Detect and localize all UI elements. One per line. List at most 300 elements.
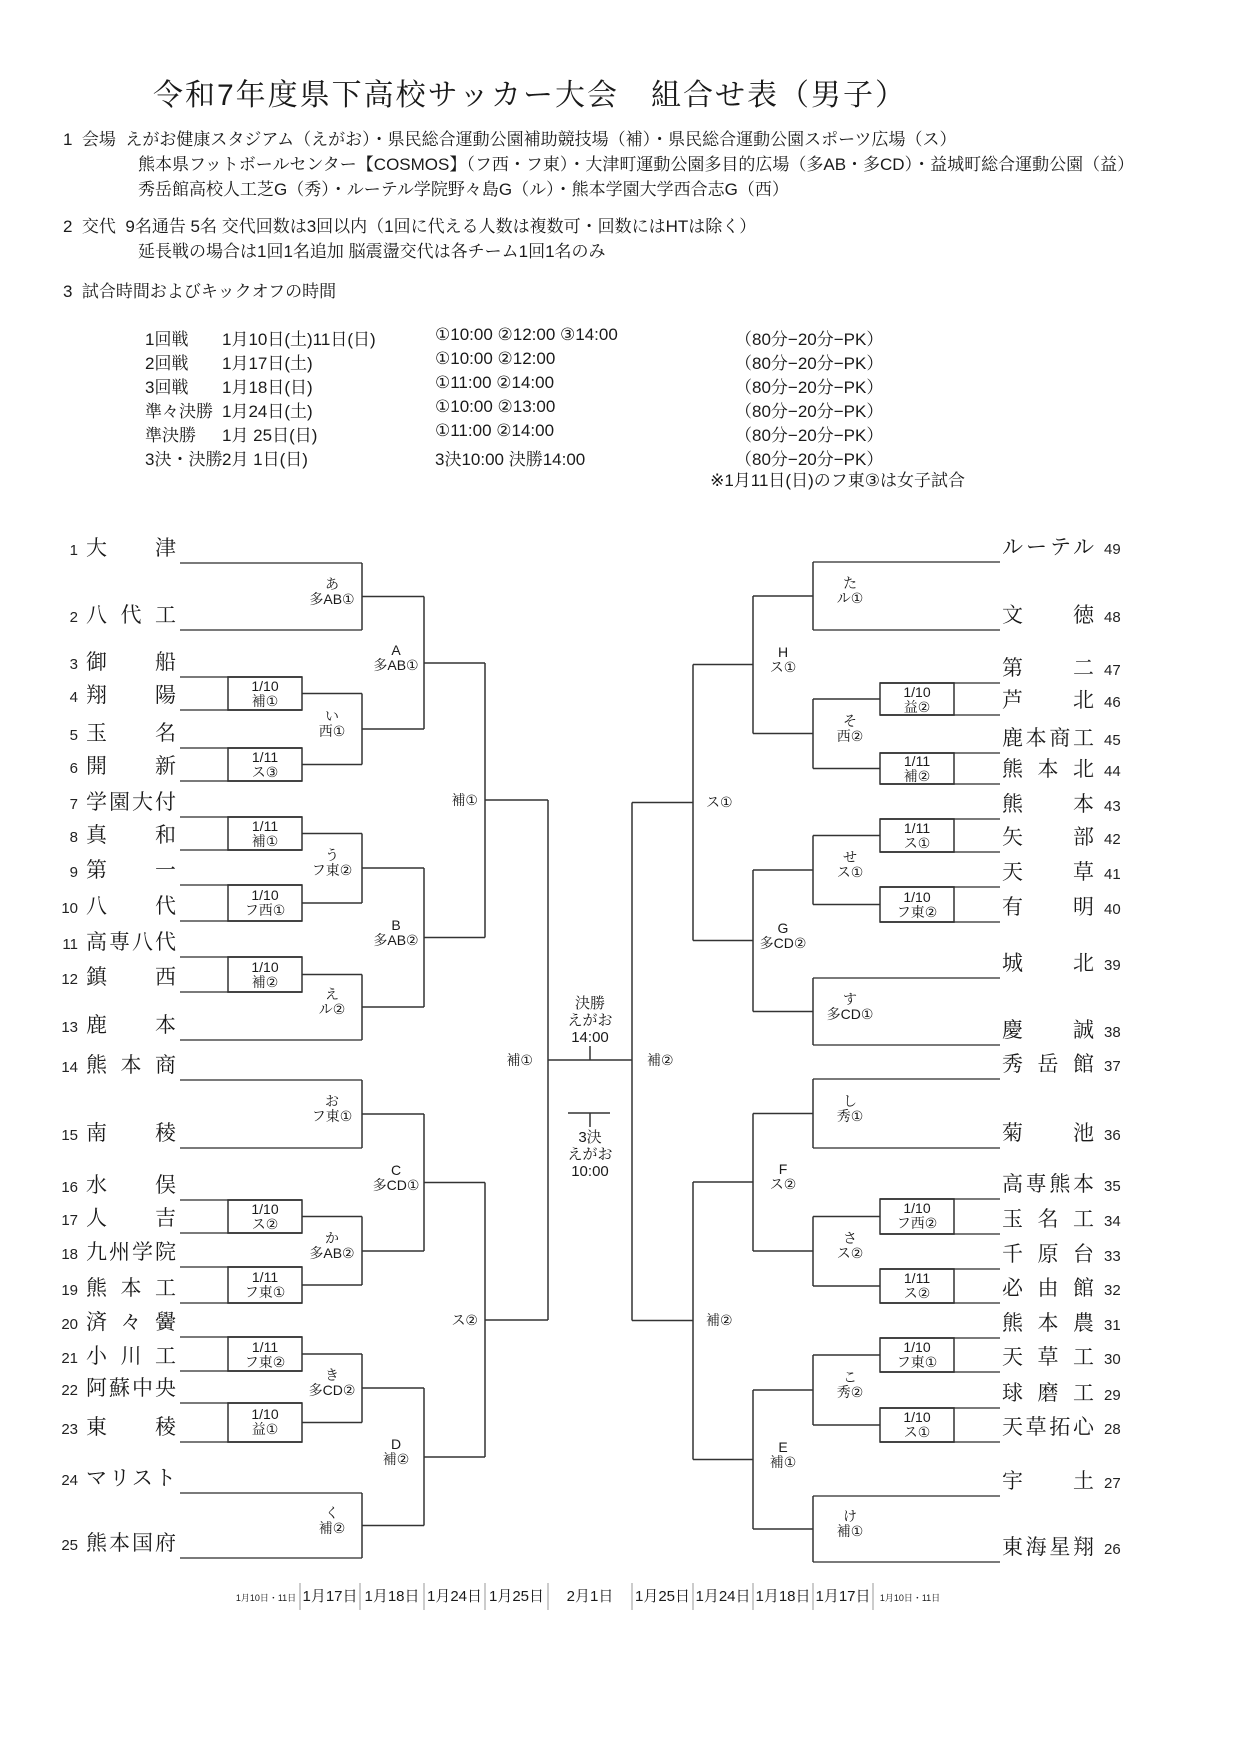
match-label-r2	[820, 992, 880, 1022]
match-venue: 補①	[251, 833, 279, 849]
team-seed: 5	[69, 727, 78, 744]
team-name: 八代	[86, 895, 176, 918]
schedule-duration: （80分−20分−PK）	[735, 450, 884, 469]
match-date: 1/11	[903, 1270, 931, 1286]
schedule-remark: ※1月11日(日)のフ東③は女子試合	[710, 471, 965, 490]
team-seed: 44	[1104, 763, 1121, 780]
team-row	[52, 536, 176, 562]
team-seed: 21	[61, 1350, 78, 1367]
team-name: 芦北	[1002, 689, 1094, 712]
team-row	[52, 823, 176, 849]
match-label-r2	[820, 1231, 880, 1261]
match-label-r1	[228, 960, 302, 990]
team-seed: 28	[1104, 1421, 1121, 1438]
match-kana: え	[325, 986, 339, 1002]
schedule-round: 3回戦	[145, 378, 189, 397]
team-name: 御船	[86, 651, 176, 674]
team-seed: 42	[1104, 831, 1121, 848]
team-name: 九州学院	[86, 1241, 176, 1264]
team-row	[52, 894, 176, 920]
team-seed: 17	[61, 1212, 78, 1229]
team-row	[52, 650, 176, 676]
team-name: 鎮西	[86, 966, 176, 989]
team-row	[1002, 1172, 1132, 1198]
team-seed: 36	[1104, 1127, 1121, 1144]
team-name: 熊本工	[86, 1277, 176, 1300]
team-row	[52, 1531, 176, 1557]
match-date: 1/10	[251, 887, 279, 903]
schedule-date: 1月18日(日)	[222, 378, 313, 397]
team-row	[1002, 860, 1132, 886]
page-title: 令和7年度県下高校サッカー大会 組合せ表（男子）	[152, 79, 908, 112]
match-venue: 多AB①	[309, 591, 355, 607]
team-row	[52, 1206, 176, 1232]
quarterfinal-venue: 補②	[706, 1312, 733, 1328]
semifinal-venue: 補②	[647, 1052, 674, 1068]
team-row	[1002, 1469, 1132, 1495]
match-kana: あ	[325, 576, 339, 592]
team-seed: 22	[61, 1382, 78, 1399]
match-label-r3	[756, 921, 810, 951]
team-name: 秀岳館	[1002, 1053, 1094, 1076]
team-row	[52, 1415, 176, 1441]
note-label: 交代	[81, 217, 116, 236]
match-kana: す	[843, 991, 857, 1007]
date-axis-label: 1月18日	[755, 1588, 811, 1605]
note-text: えがお健康スタジアム（えがお）・県民総合運動公園補助競技場（補）・県民総合運動公園スポーツ広場（ス）	[125, 130, 957, 149]
date-axis-label: 1月10日・11日	[879, 1593, 941, 1603]
team-name: 熊本	[1002, 793, 1094, 816]
match-venue: 多AB②	[373, 932, 419, 948]
match-letter: G	[777, 920, 789, 936]
schedule-date: 1月10日(土)11日(日)	[222, 330, 376, 349]
team-seed: 43	[1104, 798, 1121, 815]
match-venue: フ西②	[896, 1215, 938, 1231]
match-date: 1/11	[251, 749, 279, 765]
match-venue: 秀②	[836, 1384, 864, 1400]
match-label-r2	[820, 1094, 880, 1124]
match-venue: 補②	[903, 768, 931, 784]
note-venues-line2: 熊本県フットボールセンター【COSMOS】（フ西・フ東）・大津町運動公園多目的広場（多AB・多CD）・益城町総合運動公園（益）	[138, 155, 1135, 174]
schedule-times: ①11:00 ②14:00	[435, 421, 555, 440]
match-kana: せ	[843, 849, 857, 865]
match-letter: H	[777, 644, 789, 660]
team-seed: 45	[1104, 732, 1121, 749]
team-name: 小川工	[86, 1345, 176, 1368]
third-venue: えがお	[567, 1146, 613, 1163]
semifinal-venue: 補①	[506, 1052, 533, 1068]
date-axis-label: 1月17日	[302, 1588, 358, 1605]
team-seed: 40	[1104, 901, 1121, 918]
match-date: 1/10	[903, 1200, 931, 1216]
date-axis-label: 1月25日	[634, 1588, 691, 1605]
match-label-r2	[820, 1509, 880, 1539]
team-name: 城北	[1002, 952, 1094, 975]
match-label-r3	[369, 1437, 423, 1467]
match-kana: そ	[843, 713, 857, 729]
team-seed: 49	[1104, 541, 1121, 558]
team-row	[1002, 1311, 1132, 1337]
match-date: 1/11	[903, 820, 931, 836]
date-axis-label: 1月10日・11日	[235, 1593, 297, 1603]
match-venue: フ東①	[311, 1108, 353, 1124]
match-date: 1/11	[251, 1269, 279, 1285]
match-date: 1/10	[903, 1409, 931, 1425]
match-label-r2	[303, 709, 361, 739]
match-kana: け	[843, 1508, 857, 1524]
team-name: 熊本北	[1002, 758, 1094, 781]
schedule-times: ①10:00 ②12:00 ③14:00	[435, 325, 618, 344]
team-name: 東稜	[86, 1416, 176, 1439]
team-seed: 25	[61, 1537, 78, 1554]
match-date: 1/10	[903, 1339, 931, 1355]
schedule-duration: （80分−20分−PK）	[735, 330, 884, 349]
schedule-row	[0, 373, 1241, 397]
final-label	[548, 995, 632, 1046]
schedule-times: ①10:00 ②13:00	[435, 397, 556, 416]
note-schedule	[63, 280, 336, 304]
schedule-date: 1月 25日(日)	[222, 426, 318, 445]
match-venue: 補①	[769, 1454, 797, 1470]
team-seed: 10	[61, 900, 78, 917]
team-row	[52, 965, 176, 991]
team-seed: 46	[1104, 694, 1121, 711]
team-row	[1002, 825, 1132, 851]
team-name: 南稜	[86, 1122, 176, 1145]
team-name: 高専熊本	[1002, 1173, 1094, 1196]
third-place-label	[548, 1129, 632, 1180]
team-row	[52, 1376, 176, 1402]
team-row	[1002, 1381, 1132, 1407]
team-row	[1002, 1018, 1132, 1044]
note-number: 1	[63, 130, 73, 149]
match-label-r1	[880, 890, 954, 920]
team-seed: 37	[1104, 1058, 1121, 1075]
match-venue: 多CD①	[372, 1177, 420, 1193]
team-row	[1002, 535, 1132, 561]
match-letter: B	[391, 917, 401, 933]
team-seed: 12	[61, 971, 78, 988]
team-seed: 48	[1104, 609, 1121, 626]
team-row	[1002, 1052, 1132, 1078]
date-axis-label: 1月24日	[695, 1588, 751, 1605]
match-label-r2	[820, 576, 880, 606]
team-seed: 29	[1104, 1387, 1121, 1404]
team-name: 熊本商	[86, 1054, 176, 1077]
match-label-r2	[820, 714, 880, 744]
match-kana: し	[843, 1093, 857, 1109]
team-seed: 24	[61, 1472, 78, 1489]
match-letter: D	[390, 1436, 402, 1452]
schedule-duration: （80分−20分−PK）	[735, 354, 884, 373]
team-row	[1002, 951, 1132, 977]
match-date: 1/10	[251, 678, 279, 694]
match-label-r1	[228, 1340, 302, 1370]
match-label-r1	[228, 1407, 302, 1437]
note-venues	[63, 128, 957, 152]
match-label-r2	[303, 1368, 361, 1398]
team-name: 八代工	[86, 604, 176, 627]
match-venue: 補②	[318, 1520, 346, 1536]
match-label-r3	[369, 643, 423, 673]
team-row	[1002, 1276, 1132, 1302]
team-seed: 26	[1104, 1541, 1121, 1558]
team-row	[1002, 1345, 1132, 1371]
date-axis-label: 1月24日	[426, 1588, 483, 1605]
match-label-r3	[369, 1163, 423, 1193]
schedule-row	[0, 349, 1241, 373]
note-substitution	[63, 215, 756, 239]
team-seed: 13	[61, 1019, 78, 1036]
team-row	[52, 1240, 176, 1266]
schedule-times: ①11:00 ②14:00	[435, 373, 555, 392]
match-label-r1	[880, 1340, 954, 1370]
note-substitution-line2: 延長戦の場合は1回1名追加 脳震盪交代は各チーム1回1名のみ	[138, 242, 606, 261]
team-row	[1002, 1415, 1132, 1441]
schedule-date: 2月 1日(日)	[222, 450, 308, 469]
team-name: 開新	[86, 755, 176, 778]
schedule-round: 準決勝	[145, 426, 196, 445]
match-kana: く	[325, 1505, 339, 1521]
schedule-round: 2回戦	[145, 354, 189, 373]
team-seed: 2	[69, 609, 78, 626]
match-venue: 多CD①	[826, 1006, 874, 1022]
date-axis-label: 2月1日	[566, 1588, 614, 1605]
schedule-date: 1月17日(土)	[222, 354, 313, 373]
team-row	[52, 1310, 176, 1336]
team-row	[52, 754, 176, 780]
match-date: 1/10	[251, 959, 279, 975]
match-date: 1/11	[903, 753, 931, 769]
match-label-r1	[228, 888, 302, 918]
team-name: 天草拓心	[1002, 1416, 1094, 1439]
note-venues-line3: 秀岳館高校人工芝G（秀）・ルーテル学院野々島G（ル）・熊本学園大学西合志G（西）	[138, 180, 789, 199]
match-label-r2	[303, 848, 361, 878]
team-seed: 47	[1104, 662, 1121, 679]
team-row	[52, 858, 176, 884]
match-date: 1/10	[251, 1406, 279, 1422]
team-seed: 1	[69, 542, 78, 559]
team-seed: 11	[62, 936, 78, 953]
match-venue: フ東②	[311, 862, 353, 878]
match-venue: 西①	[318, 723, 346, 739]
team-seed: 16	[61, 1179, 78, 1196]
match-label-r3	[756, 1162, 810, 1192]
team-seed: 30	[1104, 1351, 1121, 1368]
date-axis-label: 1月25日	[488, 1588, 545, 1605]
team-name: 人吉	[86, 1207, 176, 1230]
match-venue: 秀①	[836, 1108, 864, 1124]
match-venue: 益②	[903, 699, 931, 715]
team-name: 熊本国府	[86, 1532, 176, 1555]
quarterfinal-venue: 補①	[451, 792, 478, 808]
team-name: 天草	[1002, 861, 1094, 884]
match-kana: こ	[843, 1369, 857, 1385]
match-kana: う	[325, 847, 339, 863]
note-number: 2	[63, 217, 73, 236]
team-row	[52, 1344, 176, 1370]
match-venue: ス③	[251, 764, 279, 780]
team-seed: 35	[1104, 1178, 1121, 1195]
match-kana: か	[325, 1230, 339, 1246]
match-letter: A	[391, 642, 401, 658]
team-row	[52, 1121, 176, 1147]
team-seed: 4	[69, 689, 78, 706]
team-name: 慶誠	[1002, 1019, 1094, 1042]
team-name: 天草工	[1002, 1346, 1094, 1369]
final-venue: えがお	[567, 1012, 613, 1029]
match-kana: い	[325, 708, 339, 724]
team-name: 学園大付	[86, 791, 176, 814]
match-venue: ル②	[318, 1001, 346, 1017]
team-name: 済々黌	[86, 1311, 176, 1334]
team-name: 有明	[1002, 896, 1094, 919]
team-seed: 7	[69, 796, 78, 813]
match-label-r1	[228, 819, 302, 849]
match-label-r1	[880, 821, 954, 851]
team-seed: 6	[69, 760, 78, 777]
team-name: 鹿本商工	[1002, 727, 1094, 750]
match-label-r2	[303, 1094, 361, 1124]
schedule-round: 準々決勝	[145, 402, 213, 421]
team-row	[52, 721, 176, 747]
schedule-duration: （80分−20分−PK）	[735, 426, 884, 445]
date-axis-label: 1月18日	[364, 1588, 420, 1605]
team-row	[52, 683, 176, 709]
team-seed: 41	[1104, 866, 1121, 883]
match-date: 1/11	[251, 1339, 279, 1355]
team-name: 千原台	[1002, 1243, 1094, 1266]
schedule-row	[0, 397, 1241, 421]
match-venue: ス②	[836, 1245, 864, 1261]
note-label: 試合時間およびキックオフの時間	[81, 282, 337, 301]
match-venue: 多AB②	[309, 1245, 355, 1261]
team-seed: 3	[69, 656, 78, 673]
team-name: 大津	[86, 537, 176, 560]
match-label-r1	[880, 754, 954, 784]
team-name: 高専八代	[86, 931, 176, 954]
team-name: 菊池	[1002, 1122, 1094, 1145]
match-label-r1	[880, 685, 954, 715]
team-name: 玉名工	[1002, 1208, 1094, 1231]
team-seed: 23	[61, 1421, 78, 1438]
team-name: 第二	[1002, 657, 1094, 680]
schedule-row	[0, 325, 1241, 349]
schedule-duration: （80分−20分−PK）	[735, 378, 884, 397]
schedule-round: 1回戦	[145, 330, 189, 349]
match-label-r1	[228, 679, 302, 709]
match-label-r1	[228, 750, 302, 780]
team-seed: 38	[1104, 1024, 1121, 1041]
team-row	[52, 790, 176, 816]
team-name: 水俣	[86, 1174, 176, 1197]
team-row	[1002, 1535, 1132, 1561]
team-name: 鹿本	[86, 1014, 176, 1037]
team-seed: 15	[61, 1127, 78, 1144]
team-row	[1002, 688, 1132, 714]
match-label-r1	[880, 1201, 954, 1231]
team-seed: 39	[1104, 957, 1121, 974]
match-date: 1/10	[903, 889, 931, 905]
match-venue: 補①	[251, 693, 279, 709]
schedule-round: 3決・決勝	[145, 450, 223, 469]
third-time: 10:00	[571, 1163, 609, 1180]
team-row	[52, 930, 176, 956]
match-venue: フ東①	[244, 1284, 286, 1300]
match-label-r1	[228, 1270, 302, 1300]
match-venue: 補②	[251, 974, 279, 990]
match-label-r2	[303, 1506, 361, 1536]
team-row	[1002, 656, 1132, 682]
match-venue: ス①	[769, 659, 797, 675]
match-venue: ス②	[251, 1216, 279, 1232]
team-row	[1002, 757, 1132, 783]
match-venue: 西②	[836, 728, 864, 744]
team-row	[52, 1053, 176, 1079]
team-seed: 9	[69, 864, 78, 881]
match-date: 1/10	[903, 684, 931, 700]
team-seed: 27	[1104, 1475, 1121, 1492]
team-row	[1002, 726, 1132, 752]
team-name: 熊本農	[1002, 1312, 1094, 1335]
schedule-row	[0, 421, 1241, 445]
team-row	[1002, 1242, 1132, 1268]
team-row	[52, 1466, 176, 1492]
match-venue: フ東①	[896, 1354, 938, 1370]
match-date: 1/10	[251, 1201, 279, 1217]
schedule-times: ①10:00 ②12:00	[435, 349, 556, 368]
match-venue: フ西①	[244, 902, 286, 918]
match-venue: 多CD②	[759, 935, 807, 951]
match-venue: 補①	[836, 1523, 864, 1539]
note-number: 3	[63, 282, 73, 301]
final-title: 決勝	[574, 995, 605, 1012]
quarterfinal-venue: ス②	[451, 1312, 478, 1328]
team-row	[1002, 895, 1132, 921]
team-seed: 32	[1104, 1282, 1121, 1299]
match-venue: フ東②	[244, 1354, 286, 1370]
match-label-r2	[303, 577, 361, 607]
match-kana: さ	[843, 1230, 857, 1246]
match-label-r3	[756, 645, 810, 675]
final-time: 14:00	[571, 1029, 609, 1046]
team-name: 宇土	[1002, 1470, 1094, 1493]
team-seed: 33	[1104, 1248, 1121, 1265]
team-row	[52, 1173, 176, 1199]
match-venue: 多CD②	[308, 1382, 356, 1398]
match-label-r2	[303, 987, 361, 1017]
match-label-r2	[820, 850, 880, 880]
match-label-r1	[880, 1410, 954, 1440]
quarterfinal-venue: ス①	[706, 794, 733, 810]
match-venue: ス②	[769, 1176, 797, 1192]
team-seed: 31	[1104, 1317, 1121, 1334]
match-venue: 多AB①	[373, 657, 419, 673]
match-label-r1	[880, 1271, 954, 1301]
match-date: 1/11	[251, 818, 279, 834]
match-venue: ス①	[903, 1424, 931, 1440]
note-text: 9名通告 5名 交代回数は3回以内（1回に代える人数は複数可・回数にはHTは除く）	[125, 217, 757, 236]
team-name: 球磨工	[1002, 1382, 1094, 1405]
match-kana: き	[325, 1367, 339, 1383]
note-label: 会場	[81, 130, 116, 149]
schedule-date: 1月24日(土)	[222, 402, 313, 421]
date-axis-label: 1月17日	[815, 1588, 871, 1605]
match-label-r3	[756, 1440, 810, 1470]
match-label-r2	[303, 1231, 361, 1261]
team-seed: 8	[69, 829, 78, 846]
match-venue: ス①	[903, 835, 931, 851]
